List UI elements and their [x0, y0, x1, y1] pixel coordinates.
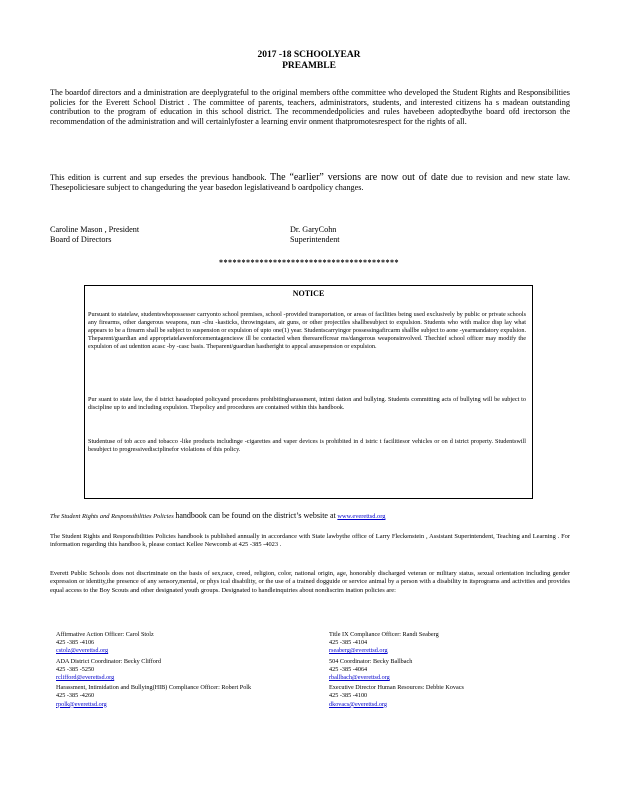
contact-role: 504 Coordinator: Becky Ballbach [329, 657, 413, 665]
signature-right [290, 225, 340, 245]
contacts-left [56, 631, 281, 709]
edition-current-text: This edition is current and sup ersedes the previous handbook. [50, 173, 267, 182]
preamble-paragraph-2 [50, 173, 570, 192]
notice-paragraph-2: Pur suant to state law, the d istrict hasadopted policyand procedures prohibitingharassment, intimi dation and bullying. Students committing acts of bullying will be subject to discipline up to and including expulsion. Thepolicy and procedures are contained within this handbook. [88, 396, 526, 412]
contact-phone: 425 -385 -4106 [56, 639, 95, 647]
district-website-link[interactable]: www.everettsd.org [337, 513, 386, 520]
earlier-versions-text: The “earlier” versions are now out of date [270, 172, 448, 183]
contact-504 [329, 658, 569, 683]
contact-affirmative-action [56, 631, 281, 656]
revision-text: due to revision and new state law. Thesepoliciesare subject to changeduring the year basedon legislativeand b oardpolicy changes. [50, 173, 571, 192]
contact-role: ADA District Coordinator: Becky Clifford [56, 657, 162, 665]
contact-title-ix [329, 631, 569, 656]
contact-email-link[interactable]: rseaberg@everettsd.org [329, 647, 388, 655]
board-label: Board of Directors [50, 235, 112, 244]
contact-hib [56, 684, 281, 709]
contact-role: Title IX Compliance Officer: Randi Seaberg [329, 631, 439, 638]
contact-ada [56, 658, 281, 683]
contact-phone: 425 -385 -4260 [56, 692, 95, 700]
notice-box [84, 285, 533, 499]
contact-role: Executive Director Human Resources: Debbie Kovacs [329, 684, 464, 692]
contact-role: Affirmative Action Officer: Carol Stolz [56, 631, 154, 638]
contact-hr [329, 684, 569, 709]
handbook-name: The Student Rights and Responsibilities Policies [50, 513, 174, 520]
preamble-paragraph-1: The boardof directors and a dministration are deeplygrateful to the original members ofthe committee who developed the Student Rights and Responsibilities policies for the Everett School District . The committee of parents, teachers, administrators, students, and interested citizens ha s madean outstanding contribution to the program of education in this school district. The recommendedpolicies and rules havebeen adoptedbythe board ofd irectorson the recommendation of the administration and will certainlyfoster a learning envir onment thatpromotesrespect for the rights of all. [50, 88, 570, 126]
contact-phone: 425 -385 -4100 [329, 692, 368, 700]
signature-left [50, 225, 139, 245]
nondiscrimination-paragraph: Everett Public Schools does not discriminate on the basis of sex,race, creed, religion, color, national origin, age, honorably discharged veteran or military status, sexual orientation including gender expression or identity,the presence of any sensory,mental, or phys ical disability, or the use of a trained dogguide or service animal by a person with a disability in itsprograms and activities and provides equal access to the Boy Scouts and other designated youth groups. Designated to handleinquiries about nondiscrim ination policies are: [50, 570, 570, 594]
contact-email-link[interactable]: cstolz@everettsd.org [56, 647, 109, 655]
contact-phone: 425 -385 -5250 [56, 665, 95, 673]
notice-paragraph-1: Pursuant to statelaw, studentswhopossesser carryonto school premises, school -provided transportation, or areas of facilities being used exclusively by public or private schools any firearms, other dangerous weapons, nun -chu -kasticks, throwingstars, air guns, or other projectiles shallbesubject to expulsion. Students who with malice disp lay what appears to be a firearm shall be subject to suspension or expulsion of upto one(1) year. Studentscarryingor possessingafircarm shallbe subject to aone -yearmandatory expulsion. Theparent/guardian and appropriatelawenforcementagenciesw ill be contacted when thereareffcrear ms/dangerous weaponsinvolved. Thechief school officer may modify the expulsion of ast udentton acasc -by -casc basis. Theparent/guardian hastheright to appcal anusepension or expulsion. [88, 311, 526, 351]
superintendent-name: Dr. GaryCohn [290, 225, 337, 234]
handbook-location-text: handbook can be found on the district’s website at [175, 511, 336, 520]
notice-paragraph-3: Studentuse of tob acco and tobacco -like products includinge -cigarettes and vaper devices is prohibited in d istric t facilitiesor vehicles or on d istrict property. Studentswill besubject to progressivedisciplinefor violations of this policy. [88, 438, 526, 454]
page-title: 2017 -18 SCHOOLYEAR [257, 50, 361, 60]
contact-email-link[interactable]: rballbach@everettsd.org [329, 674, 390, 682]
contact-phone: 425 -385 -4064 [329, 665, 368, 673]
contact-role: Harassment, Intimidation and Bullying(HIB) Compliance Officer: Robert Polk [56, 684, 252, 692]
contact-email-link[interactable]: rpolk@everettsd.org [56, 700, 107, 708]
superintendent-label: Superintendent [290, 235, 340, 244]
published-paragraph: The Student Rights and Responsibilities Policies handbook is published annually in accordance with State lawbythe office of Larry Fleckenstein , Assistant Superintendent, Teaching and Learning . For information regarding this handboo k, please contact Kellee Newcomb at 425 -385 -4023 . [50, 533, 570, 549]
notice-title: NOTICE [292, 289, 325, 298]
contacts-right [329, 631, 569, 709]
divider: **************************************** [219, 258, 399, 267]
president-name: Caroline Mason , President [50, 225, 140, 234]
contact-email-link[interactable]: dkovacs@everettsd.org [329, 700, 387, 708]
handbook-website-line [50, 512, 570, 521]
page-subtitle: PREAMBLE [282, 61, 336, 71]
contact-phone: 425 -385 -4104 [329, 639, 368, 647]
contact-email-link[interactable]: rclifford@everettsd.org [56, 674, 115, 682]
